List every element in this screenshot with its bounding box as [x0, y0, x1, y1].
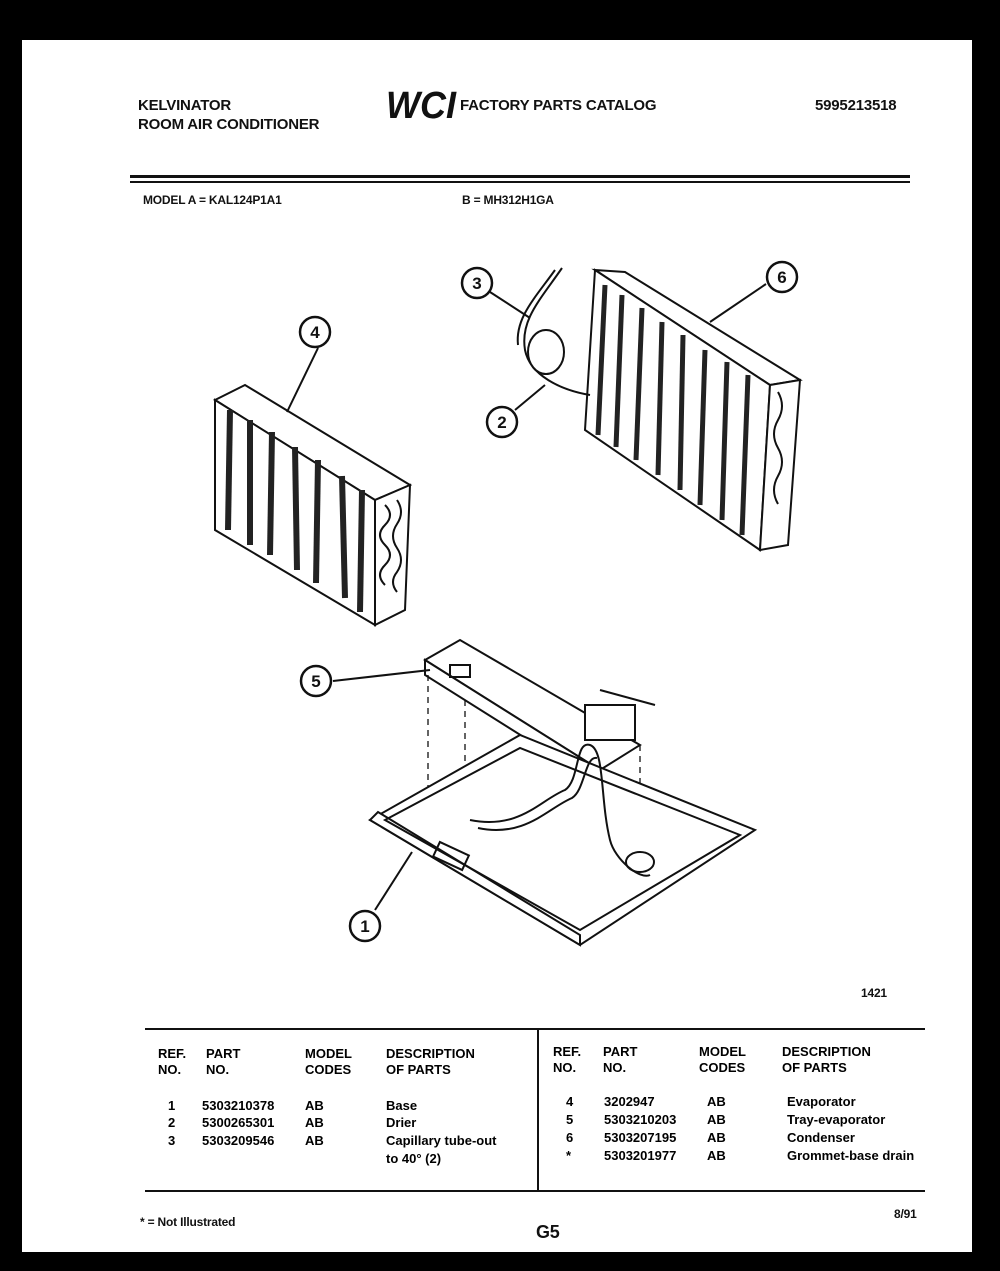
right-header-ref: REF. NO. — [553, 1044, 582, 1075]
right-header-model: MODEL CODES — [699, 1044, 746, 1075]
wci-logo-text: WCI — [386, 86, 458, 126]
catalog-number: 5995213518 — [815, 97, 897, 114]
callout-1-label: 1 — [360, 917, 370, 936]
right-header-desc: DESCRIPTION OF PARTS — [782, 1044, 871, 1075]
not-illustrated-note: * = Not Illustrated — [140, 1215, 236, 1229]
left-header-part: PART NO. — [206, 1046, 241, 1077]
brand-line2: ROOM AIR CONDITIONER — [138, 116, 320, 133]
condenser-coil-drawing — [585, 270, 800, 550]
table-rule-top — [145, 1028, 925, 1030]
callout-5-label: 5 — [311, 672, 321, 691]
figure-number: 1421 — [861, 986, 887, 1000]
right-header-part: PART NO. — [603, 1044, 638, 1075]
model-a: MODEL A = KAL124P1A1 — [143, 193, 282, 207]
capillary-tube-drawing — [518, 268, 590, 395]
brand-line1: KELVINATOR — [138, 97, 232, 114]
page-number: G5 — [536, 1222, 560, 1242]
model-b: B = MH312H1GA — [462, 193, 554, 207]
left-header-model: MODEL CODES — [305, 1046, 352, 1077]
callout-6-label: 6 — [777, 268, 787, 287]
left-header-desc: DESCRIPTION OF PARTS — [386, 1046, 475, 1077]
left-header-ref: REF. NO. — [158, 1046, 187, 1077]
catalog-date: 8/91 — [894, 1207, 917, 1221]
table-divider — [537, 1030, 539, 1190]
callout-4-label: 4 — [310, 323, 320, 342]
callout-3-label: 3 — [472, 274, 482, 293]
callout-2-label: 2 — [497, 413, 507, 432]
table-rule-bottom — [145, 1190, 925, 1192]
catalog-title: FACTORY PARTS CATALOG — [460, 97, 657, 114]
evaporator-coil-drawing — [215, 385, 410, 625]
